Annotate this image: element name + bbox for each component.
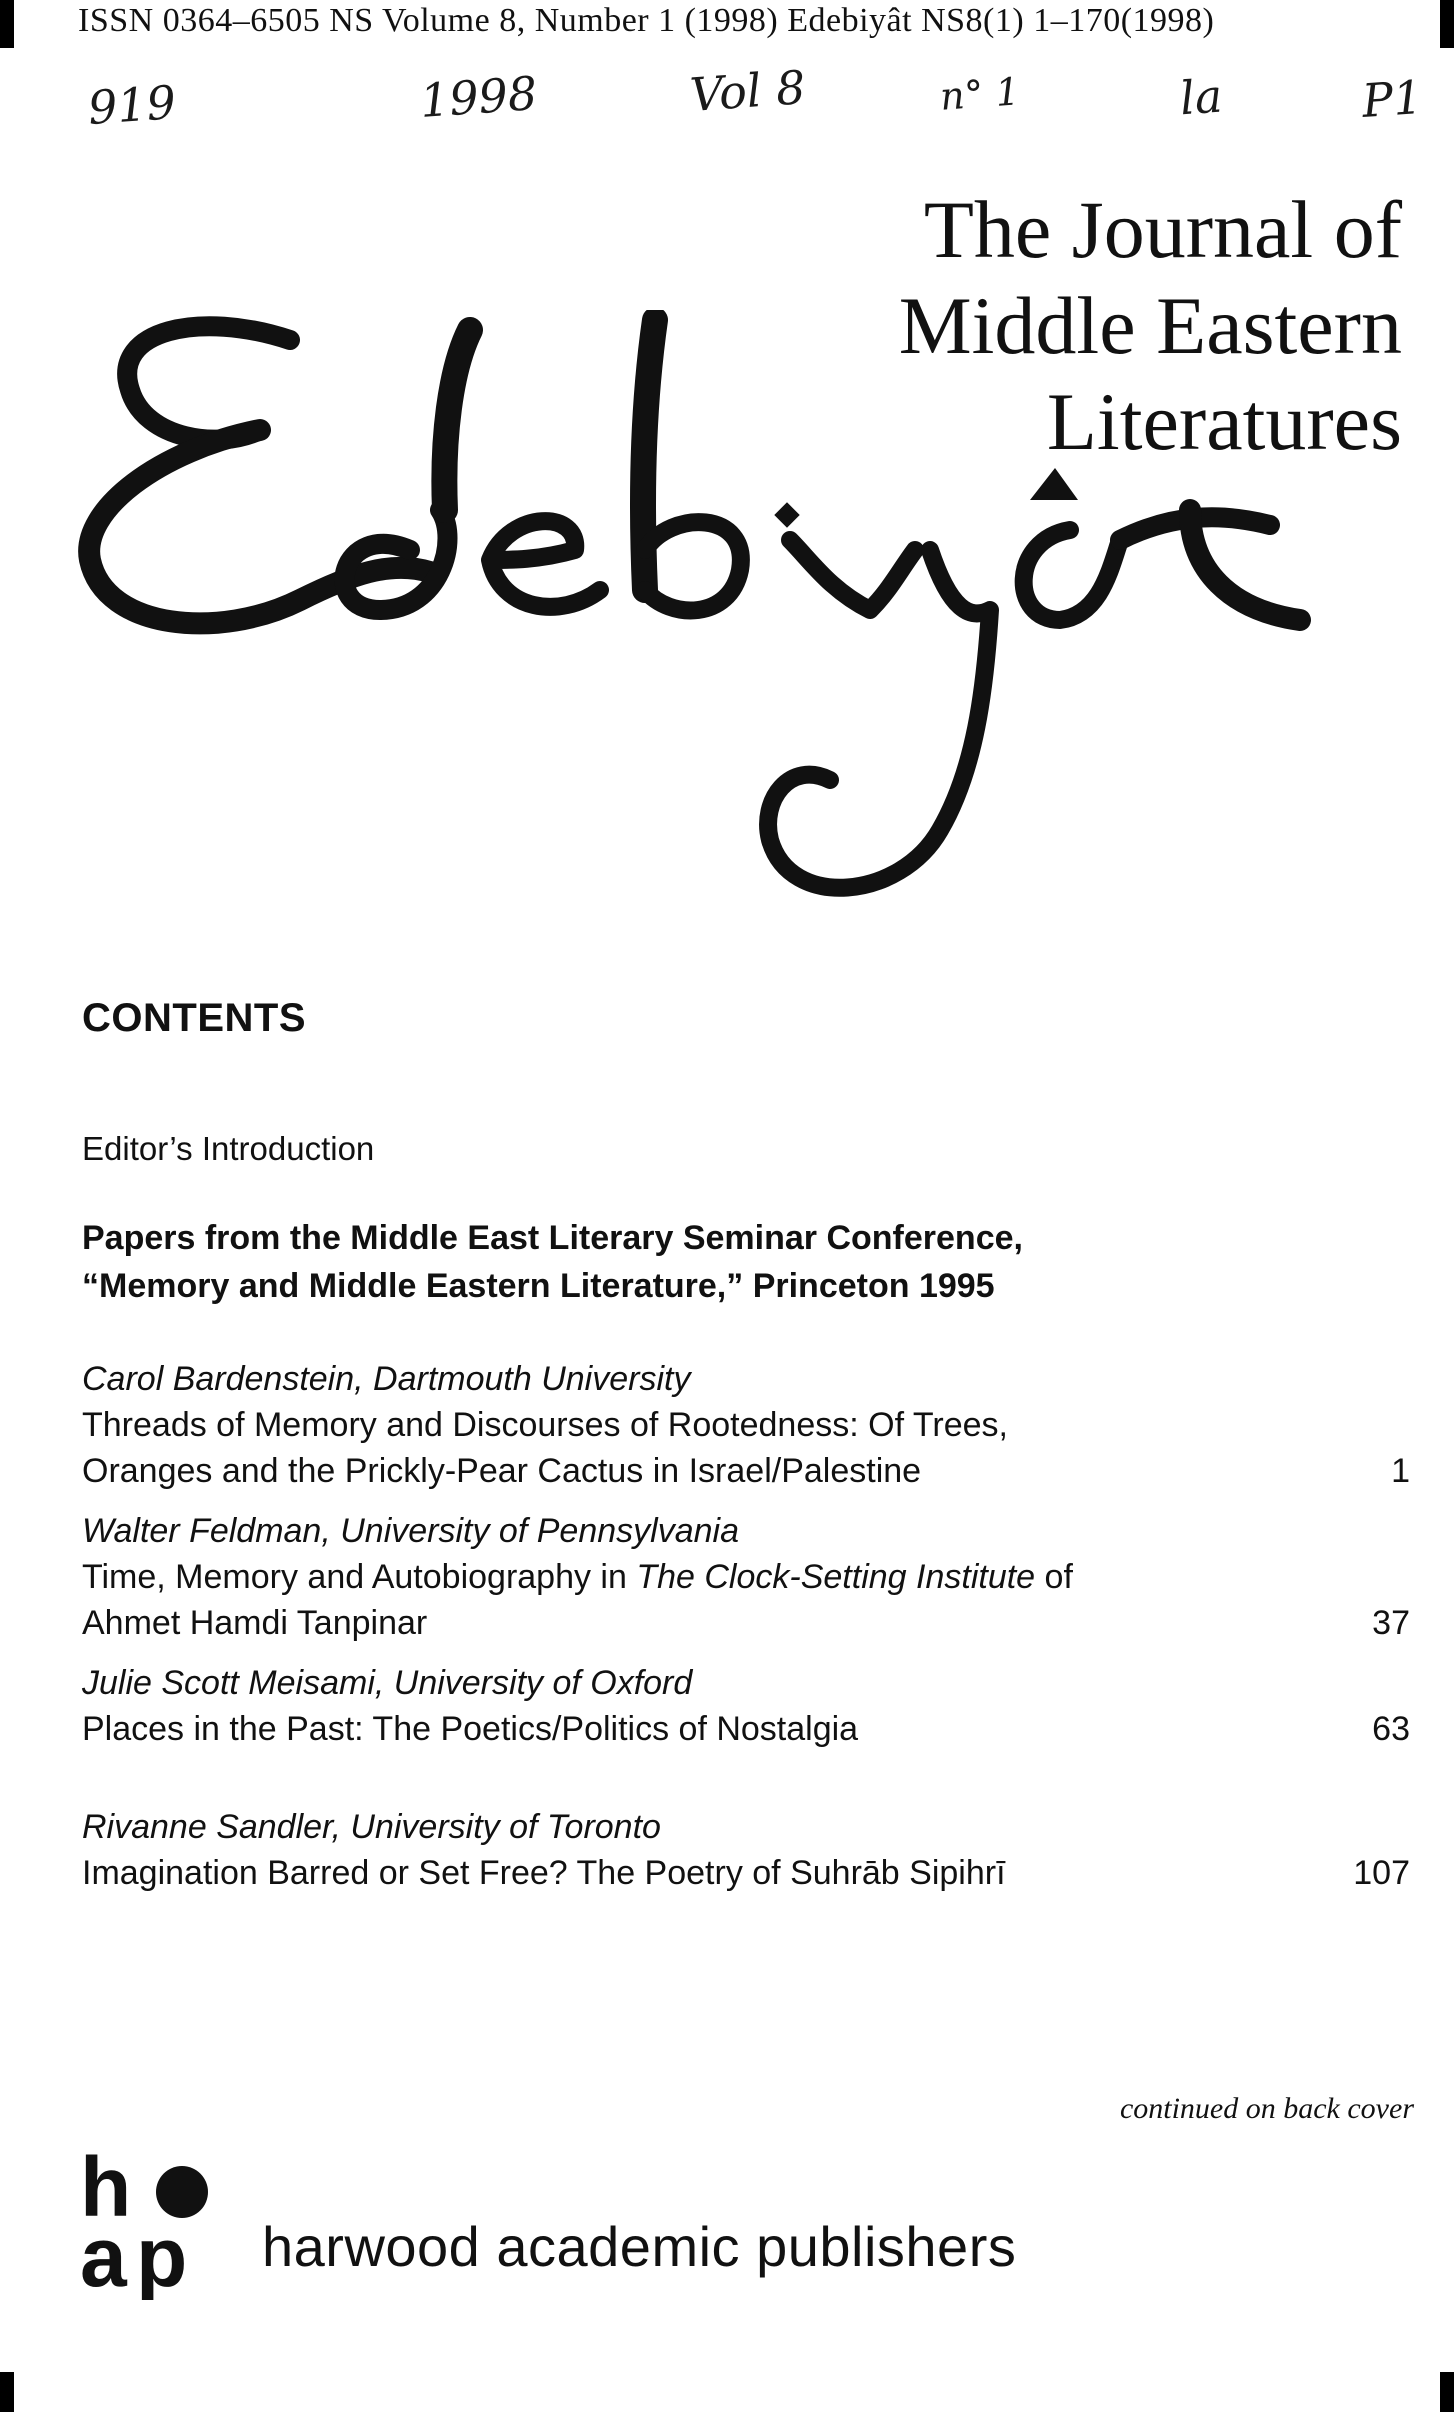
toc-title-line: Ahmet Hamdi Tanpinar	[82, 1604, 428, 1642]
toc-entry	[82, 1804, 1410, 1896]
section-heading-line: “Memory and Middle Eastern Literature,” Princeton 1995	[82, 1267, 995, 1305]
toc-title-text: Time, Memory and Autobiography in	[82, 1558, 637, 1596]
contents-heading: CONTENTS	[82, 996, 306, 1040]
toc-page-number: 37	[1372, 1604, 1410, 1642]
handwritten-note: 1998	[418, 65, 539, 129]
toc-page-number: 63	[1372, 1710, 1410, 1748]
section-heading	[82, 1214, 1182, 1310]
toc-entry	[82, 1508, 1410, 1646]
toc-author: Julie Scott Meisami, University of Oxford	[82, 1664, 693, 1702]
continued-note: continued on back cover	[1119, 2092, 1414, 2125]
toc-title-line: Threads of Memory and Discourses of Rootedness: Of Trees,	[82, 1406, 1008, 1444]
toc-author: Rivanne Sandler, University of Toronto	[82, 1808, 661, 1846]
journal-title-line: Middle Eastern	[898, 280, 1402, 371]
toc-title-text: of	[1035, 1558, 1073, 1596]
scan-edge-mark	[1440, 0, 1454, 48]
scan-edge-mark	[0, 2372, 14, 2412]
toc-title-line	[82, 1554, 1410, 1600]
handwritten-note: la	[1178, 68, 1224, 126]
journal-title-line: The Journal of	[923, 184, 1402, 275]
toc-author: Carol Bardenstein, Dartmouth University	[82, 1360, 691, 1398]
handwritten-note: P1	[1360, 69, 1425, 129]
toc-title-italic: The Clock-Setting Institute	[636, 1558, 1036, 1596]
toc-title-line: Places in the Past: The Poetics/Politics of Nostalgia	[82, 1710, 859, 1748]
scan-edge-mark	[1440, 2372, 1454, 2412]
toc-entry	[82, 1356, 1410, 1494]
journal-title-line: Literatures	[1046, 376, 1402, 467]
toc-title-line: Oranges and the Prickly-Pear Cactus in Israel/Palestine	[82, 1452, 922, 1490]
scan-edge-mark	[0, 0, 14, 48]
editors-introduction: Editor’s Introduction	[82, 1130, 375, 1167]
section-heading-line: Papers from the Middle East Literary Seminar Conference,	[82, 1219, 1023, 1257]
handwritten-note: 919	[86, 75, 178, 135]
toc-entry	[82, 1660, 1410, 1752]
logo-letter: p	[136, 2210, 188, 2300]
toc-author: Walter Feldman, University of Pennsylvania	[82, 1512, 739, 1550]
masthead-logo	[70, 310, 1390, 950]
publisher-logo	[80, 2150, 230, 2300]
toc-page-number: 107	[1353, 1854, 1410, 1892]
handwritten-note: Vol 8	[688, 60, 808, 122]
logo-letter: h	[80, 2150, 132, 2234]
toc-page-number: 1	[1391, 1452, 1410, 1490]
issn-line: ISSN 0364–6505 NS Volume 8, Number 1 (1998) Edebiyât NS8(1) 1–170(1998)	[78, 2, 1215, 39]
table-of-contents	[82, 1356, 1410, 1910]
logo-letter: a	[80, 2210, 127, 2300]
toc-title-line: Imagination Barred or Set Free? The Poetry of Suhrāb Sipihrī	[82, 1854, 1006, 1892]
handwritten-note: n° 1	[938, 69, 1022, 119]
publisher-name: harwood academic publishers	[262, 2215, 1017, 2278]
